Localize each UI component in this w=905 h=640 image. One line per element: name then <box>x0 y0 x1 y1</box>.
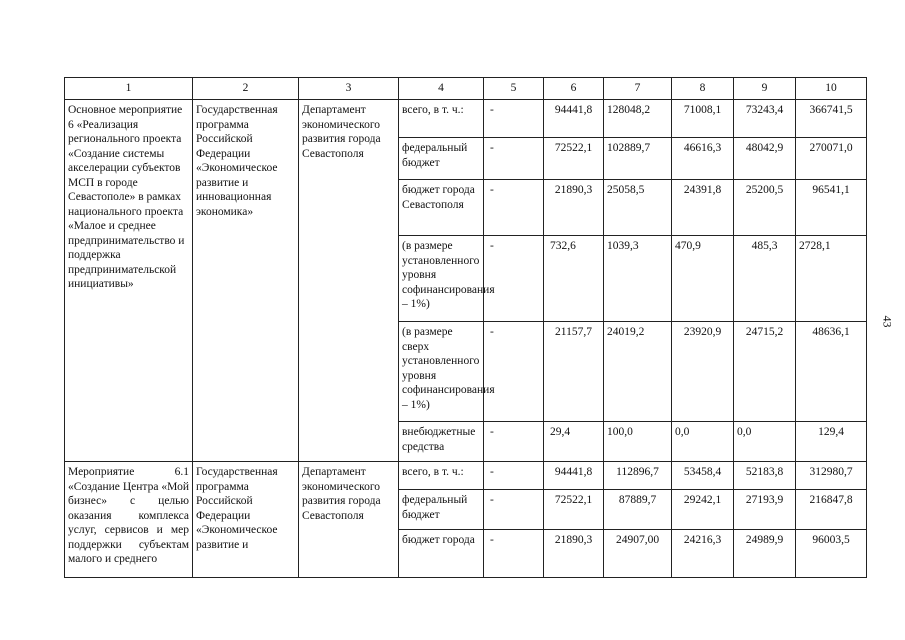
header-cell: 7 <box>604 78 672 100</box>
program-cell: Государственная программа Российской Федерации «Экономическое развитие и <box>193 462 299 578</box>
header-cell: 10 <box>796 78 867 100</box>
header-cell: 4 <box>399 78 484 100</box>
table-row <box>65 462 867 490</box>
value-cell: 102889,7 <box>604 138 672 180</box>
value-cell: 21890,3 <box>544 530 604 578</box>
value-cell: 29,4 <box>544 422 604 462</box>
value-cell: 1039,3 <box>604 236 672 322</box>
value-cell: 2728,1 <box>796 236 867 322</box>
value-cell: - <box>484 138 544 180</box>
value-cell: 46616,3 <box>672 138 734 180</box>
value-cell: 48636,1 <box>796 322 867 422</box>
value-cell: 128048,2 <box>604 100 672 138</box>
value-cell: 24391,8 <box>672 180 734 236</box>
value-cell: 100,0 <box>604 422 672 462</box>
value-cell: 53458,4 <box>672 462 734 490</box>
value-cell: - <box>484 490 544 530</box>
value-cell: 72522,1 <box>544 138 604 180</box>
measure-cell: Основное мероприятие 6 «Реализация регионального проекта «Создание системы акселерации субъектов МСП в городе Севастополе» в рамках национального проекта «Малое и среднее предпринимательство и поддержка предпринимательской инициативы» <box>65 100 193 462</box>
value-cell: 21890,3 <box>544 180 604 236</box>
value-cell: - <box>484 180 544 236</box>
department-cell: Департамент экономического развития города Севастополя <box>299 462 399 578</box>
value-cell: - <box>484 236 544 322</box>
header-cell: 6 <box>544 78 604 100</box>
header-cell: 3 <box>299 78 399 100</box>
value-cell: 94441,8 <box>544 100 604 138</box>
value-cell: 732,6 <box>544 236 604 322</box>
value-cell: - <box>484 322 544 422</box>
value-cell: 24715,2 <box>734 322 796 422</box>
header-cell: 9 <box>734 78 796 100</box>
source-cell: бюджет города Севастополя <box>399 180 484 236</box>
program-cell: Государственная программа Российской Федерации «Экономическое развитие и инновационная экономика» <box>193 100 299 462</box>
value-cell: - <box>484 530 544 578</box>
value-cell: - <box>484 462 544 490</box>
value-cell: 29242,1 <box>672 490 734 530</box>
header-cell: 8 <box>672 78 734 100</box>
source-cell: федеральный бюджет <box>399 138 484 180</box>
value-cell: 24216,3 <box>672 530 734 578</box>
value-cell: 96003,5 <box>796 530 867 578</box>
value-cell: 270071,0 <box>796 138 867 180</box>
value-cell: 485,3 <box>734 236 796 322</box>
value-cell: 73243,4 <box>734 100 796 138</box>
value-cell: 87889,7 <box>604 490 672 530</box>
header-cell: 1 <box>65 78 193 100</box>
page-number: 43 <box>880 315 895 328</box>
value-cell: 25058,5 <box>604 180 672 236</box>
value-cell: 0,0 <box>734 422 796 462</box>
source-cell: всего, в т. ч.: <box>399 100 484 138</box>
value-cell: 112896,7 <box>604 462 672 490</box>
value-cell: 23920,9 <box>672 322 734 422</box>
source-cell: всего, в т. ч.: <box>399 462 484 490</box>
value-cell: 48042,9 <box>734 138 796 180</box>
source-cell: (в размере сверх установленного уровня софинансирования – 1%) <box>399 322 484 422</box>
value-cell: - <box>484 422 544 462</box>
header-cell: 5 <box>484 78 544 100</box>
value-cell: 24907,00 <box>604 530 672 578</box>
value-cell: 96541,1 <box>796 180 867 236</box>
measure-cell: Мероприятие 6.1 «Создание Центра «Мой бизнес» с целью оказания комплекса услуг, сервисов и мер поддержки субъектам малого и среднего <box>65 462 193 578</box>
value-cell: 71008,1 <box>672 100 734 138</box>
value-cell: 366741,5 <box>796 100 867 138</box>
value-cell: 24989,9 <box>734 530 796 578</box>
funding-table <box>64 77 867 578</box>
source-cell: федеральный бюджет <box>399 490 484 530</box>
department-cell: Департамент экономического развития города Севастополя <box>299 100 399 462</box>
value-cell: 129,4 <box>796 422 867 462</box>
value-cell: 27193,9 <box>734 490 796 530</box>
value-cell: 25200,5 <box>734 180 796 236</box>
source-cell: бюджет города <box>399 530 484 578</box>
header-cell: 2 <box>193 78 299 100</box>
source-cell: внебюджетные средства <box>399 422 484 462</box>
value-cell: 0,0 <box>672 422 734 462</box>
value-cell: 72522,1 <box>544 490 604 530</box>
value-cell: 21157,7 <box>544 322 604 422</box>
source-cell: (в размере установленного уровня софинансирования – 1%) <box>399 236 484 322</box>
value-cell: 52183,8 <box>734 462 796 490</box>
value-cell: 24019,2 <box>604 322 672 422</box>
table-row <box>65 100 867 138</box>
value-cell: 216847,8 <box>796 490 867 530</box>
value-cell: 312980,7 <box>796 462 867 490</box>
header-row <box>65 78 867 100</box>
value-cell: 94441,8 <box>544 462 604 490</box>
value-cell: - <box>484 100 544 138</box>
value-cell: 470,9 <box>672 236 734 322</box>
